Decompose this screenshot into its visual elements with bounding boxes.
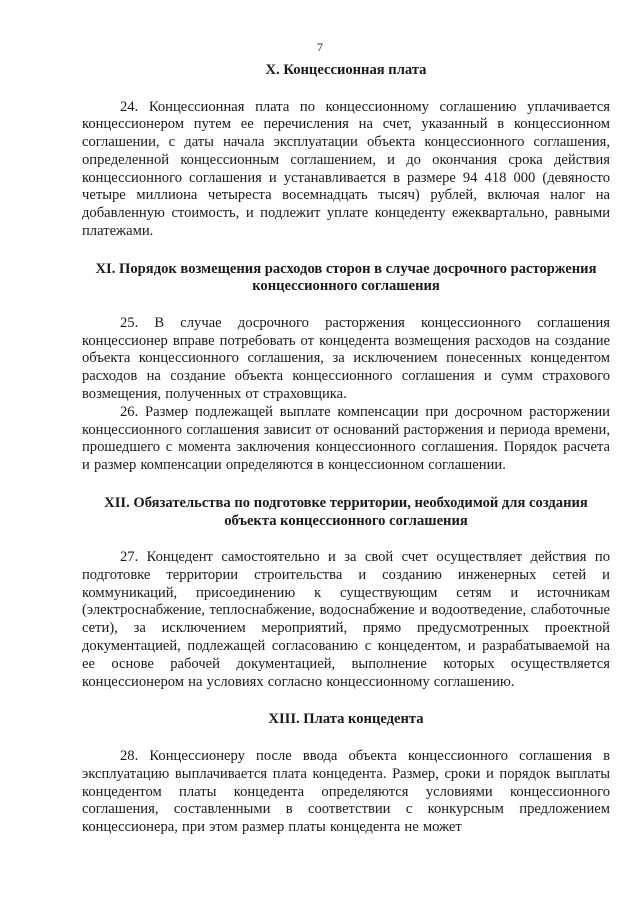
paragraph-26: 26. Размер подлежащей выплате компенсации при досрочном расторжении концессионного соглашения зависит от оснований расторжения и периода времени, прошедшего с момента заключения концессионного соглашения. Порядок расчета и размер компенсации определяются в концессионном соглашении. bbox=[82, 403, 610, 474]
paragraph-28: 28. Концессионеру после ввода объекта концессионного соглашения в эксплуатацию выплачивается плата концедента. Размер, сроки и порядок выплаты концедентом платы концедента определяются условиями концессионного соглашения, составленными в соответствии с конкурсным предложением концессионера, при этом размер платы концедента не может bbox=[82, 747, 610, 836]
section-heading-xii: XII. Обязательства по подготовке территории, необходимой для создания объекта концессионного соглашения bbox=[104, 495, 588, 529]
paragraph-27: 27. Концедент самостоятельно и за свой счет осуществляет действия по подготовке территории строительства и созданию инженерных сетей и коммуникаций, присоединению к существующим сетям и источникам (электроснабжение, теплоснабжение, водоснабжение и водоотведение, слаботочные сети), за исключением мероприятий, прямо предусмотренных проектной документацией, подлежащей согласованию с концедентом, и разрабатываемой на ее основе рабочей документацией, выполнение которых осуществляется концессионером на условиях согласно концессионному соглашению. bbox=[82, 549, 610, 690]
section-heading-x: X. Концессионная плата bbox=[265, 62, 427, 78]
paragraph-24: 24. Концессионная плата по концессионному соглашению уплачивается концессионером путем ее перечисления на счет, указанный в концессионном соглашении, с даты начала эксплуатации объекта концессионного соглашения, определенной концессионным соглашением, и до окончания срока действия концессионного соглашения и устанавливается в размере 94 418 000 (девяносто четыре миллиона четыреста восемнадцать тысяч) рублей, включая налог на добавленную стоимость, и подлежит уплате концеденту ежеквартально, равными платежами. bbox=[82, 98, 610, 240]
page-number: 7 bbox=[317, 40, 323, 54]
page-content bbox=[82, 62, 610, 837]
section-heading-xiii: XIII. Плата концедента bbox=[268, 711, 424, 728]
section-heading-xi: XI. Порядок возмещения расходов сторон в случае досрочного расторжения концессионного соглашения bbox=[95, 260, 597, 295]
paragraph-25: 25. В случае досрочного расторжения концессионного соглашения концессионер вправе потребовать от концедента возмещения расходов на создание объекта концессионного соглашения, за исключением понесенных концедентом расходов на создание объекта концессионного соглашения и сумм страхового возмещения, полученных от страховщика. bbox=[82, 314, 610, 403]
